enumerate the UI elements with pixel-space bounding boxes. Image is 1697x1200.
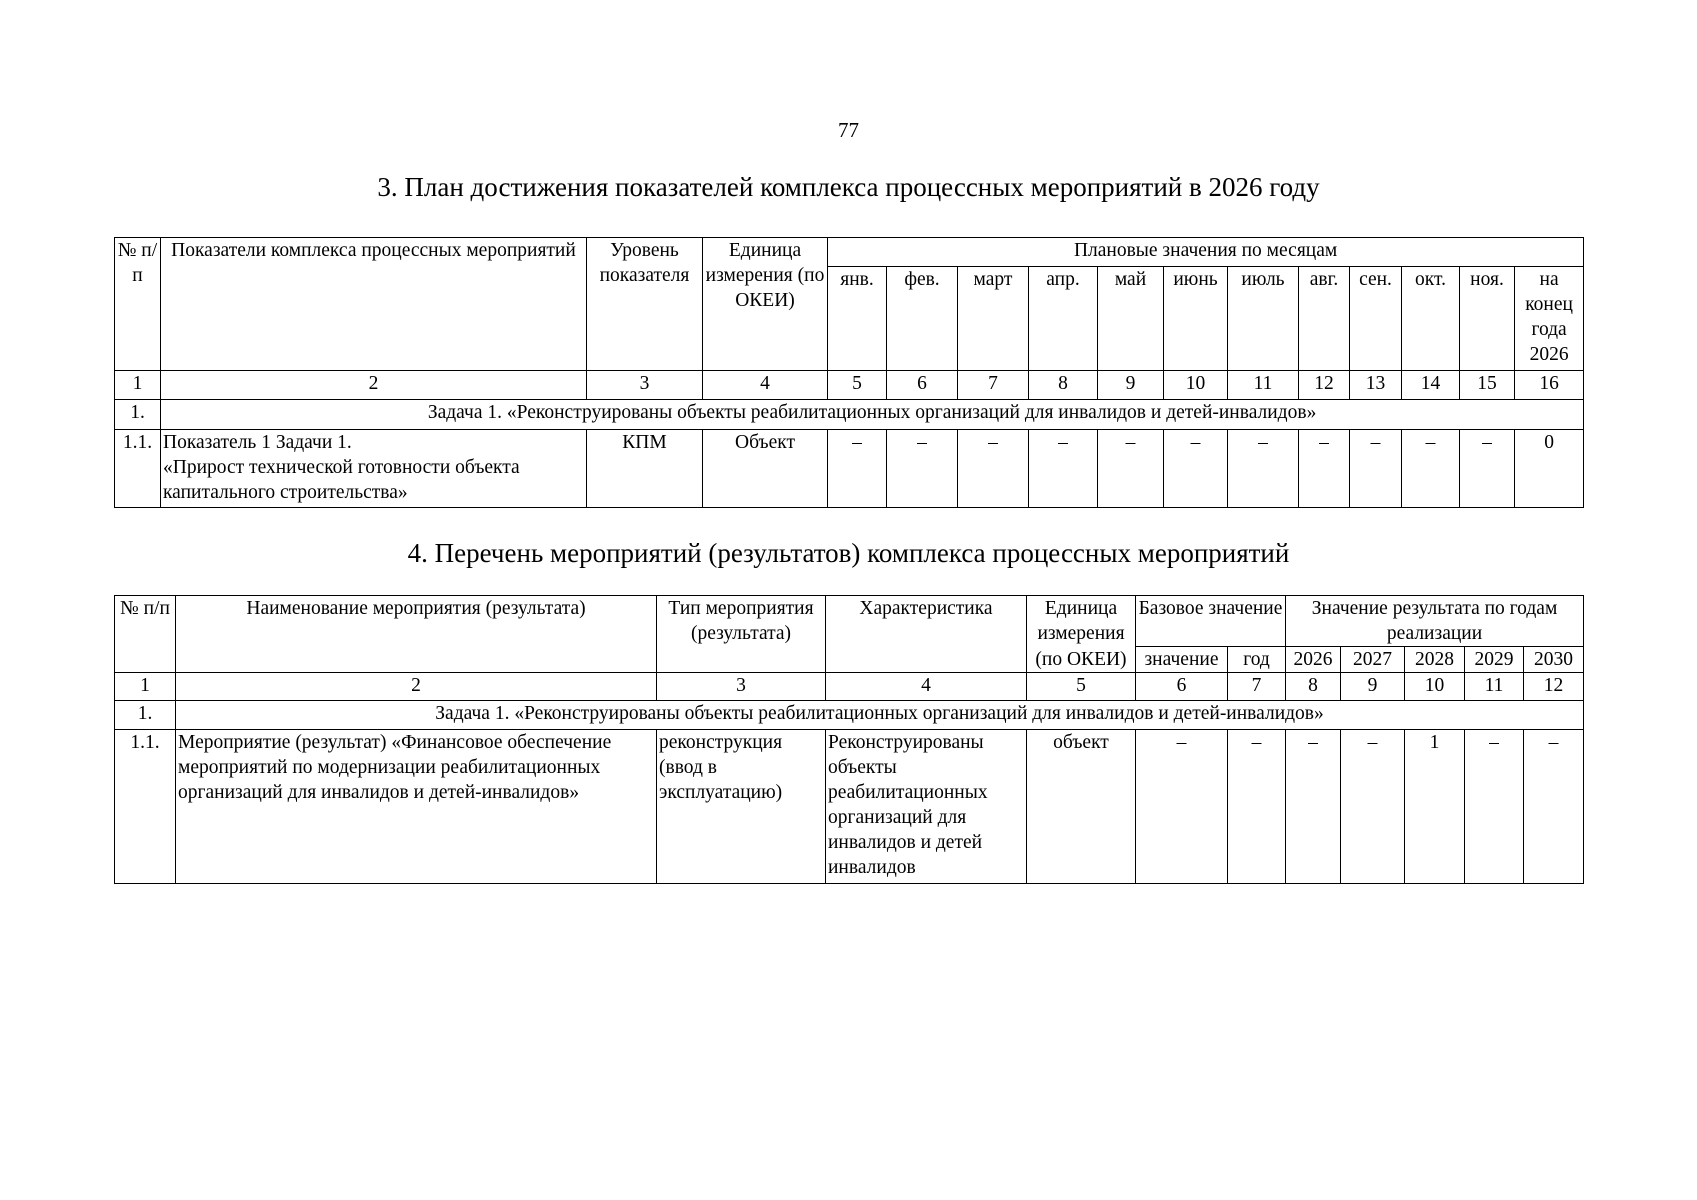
column-number: 14 [1402, 371, 1460, 400]
column-number: 13 [1350, 371, 1402, 400]
task-row-text: Задача 1. «Реконструированы объекты реабилитационных организаций для инвалидов и детей-инвалидов» [176, 701, 1584, 730]
column-number: 12 [1524, 673, 1584, 701]
indicator-name [161, 430, 587, 508]
month-value: – [1029, 430, 1098, 508]
year-end-value: 0 [1515, 430, 1584, 508]
indicator-description: «Прирост технической готовности объекта капитального строительства» [163, 457, 520, 503]
task-row-text: Задача 1. «Реконструированы объекты реабилитационных организаций для инвалидов и детей-инвалидов» [161, 400, 1584, 430]
header-type: Тип мероприятия (результата) [657, 596, 826, 673]
column-number: 16 [1515, 371, 1584, 400]
header-month: сен. [1350, 267, 1402, 371]
column-number: 5 [1027, 673, 1136, 701]
header-year: 2030 [1524, 647, 1584, 673]
month-value: – [1098, 430, 1164, 508]
column-number: 11 [1465, 673, 1524, 701]
column-number: 2 [161, 371, 587, 400]
header-month: янв. [828, 267, 887, 371]
column-number: 1 [115, 673, 176, 701]
header-month: май [1098, 267, 1164, 371]
header-indicator: Показатели комплекса процессных мероприятий [161, 238, 587, 371]
year-value: 1 [1405, 730, 1465, 884]
header-base: Базовое значение [1136, 596, 1286, 647]
data-row-num: 1.1. [115, 430, 161, 508]
header-name: Наименование мероприятия (результата) [176, 596, 657, 673]
column-number: 7 [1228, 673, 1286, 701]
header-year: 2028 [1405, 647, 1465, 673]
activity-unit: объект [1027, 730, 1136, 884]
header-month: авг. [1299, 267, 1350, 371]
month-value: – [1164, 430, 1228, 508]
data-row-num: 1.1. [115, 730, 176, 884]
header-month: март [958, 267, 1029, 371]
base-year: – [1228, 730, 1286, 884]
header-month: апр. [1029, 267, 1098, 371]
column-number: 4 [703, 371, 828, 400]
column-number: 6 [887, 371, 958, 400]
header-base-value: значение [1136, 647, 1228, 673]
column-number: 15 [1460, 371, 1515, 400]
month-value: – [1460, 430, 1515, 508]
month-value: – [887, 430, 958, 508]
header-month: июнь [1164, 267, 1228, 371]
column-number: 11 [1228, 371, 1299, 400]
column-number: 10 [1405, 673, 1465, 701]
header-num: № п/п [115, 596, 176, 673]
year-value: – [1465, 730, 1524, 884]
header-unit: Единица измерения (по ОКЕИ) [703, 238, 828, 371]
header-characteristic: Характеристика [826, 596, 1027, 673]
header-month-year-end: на конец года 2026 [1515, 267, 1584, 371]
column-number: 4 [826, 673, 1027, 701]
activity-name: Мероприятие (результат) «Финансовое обеспечение мероприятий по модернизации реабилитационных организаций для инвалидов и детей-инвалидов» [176, 730, 657, 884]
header-year: 2029 [1465, 647, 1524, 673]
page-number: 77 [838, 118, 859, 142]
header-month: окт. [1402, 267, 1460, 371]
column-number: 8 [1286, 673, 1341, 701]
header-month: июль [1228, 267, 1299, 371]
year-value: – [1286, 730, 1341, 884]
indicator-title: Показатель 1 Задачи 1. [163, 432, 352, 453]
column-number: 7 [958, 371, 1029, 400]
month-value: – [1402, 430, 1460, 508]
header-num: № п/п [115, 238, 161, 371]
section-4-title: 4. Перечень мероприятий (результатов) комплекса процессных мероприятий [407, 538, 1290, 568]
indicators-plan-table [114, 237, 1584, 508]
header-year: 2026 [1286, 647, 1341, 673]
indicator-unit: Объект [703, 430, 828, 508]
column-number: 1 [115, 371, 161, 400]
column-number: 6 [1136, 673, 1228, 701]
header-level: Уровень показателя [587, 238, 703, 371]
month-value: – [1228, 430, 1299, 508]
header-month: фев. [887, 267, 958, 371]
column-number: 3 [587, 371, 703, 400]
header-month: ноя. [1460, 267, 1515, 371]
task-row-num: 1. [115, 400, 161, 430]
column-number: 3 [657, 673, 826, 701]
column-number: 10 [1164, 371, 1228, 400]
activities-list-table [114, 595, 1584, 884]
month-value: – [958, 430, 1029, 508]
activity-type: реконструкция (ввод в эксплуатацию) [657, 730, 826, 884]
column-number: 8 [1029, 371, 1098, 400]
column-number: 2 [176, 673, 657, 701]
activity-characteristic: Реконструированы объекты реабилитационных организаций для инвалидов и детей инвалидов [826, 730, 1027, 884]
base-value: – [1136, 730, 1228, 884]
task-row-num: 1. [115, 701, 176, 730]
header-years: Значение результата по годам реализации [1286, 596, 1584, 647]
column-number: 9 [1341, 673, 1405, 701]
column-number: 12 [1299, 371, 1350, 400]
header-planned-values: Плановые значения по месяцам [828, 238, 1584, 267]
header-base-year: год [1228, 647, 1286, 673]
column-number: 9 [1098, 371, 1164, 400]
header-year: 2027 [1341, 647, 1405, 673]
month-value: – [1299, 430, 1350, 508]
month-value: – [1350, 430, 1402, 508]
column-number: 5 [828, 371, 887, 400]
indicator-level: КПМ [587, 430, 703, 508]
year-value: – [1524, 730, 1584, 884]
header-unit: Единица измерения [1027, 596, 1136, 647]
year-value: – [1341, 730, 1405, 884]
month-value: – [828, 430, 887, 508]
section-3-title: 3. План достижения показателей комплекса процессных мероприятий в 2026 году [377, 172, 1320, 202]
header-unit-okei: (по ОКЕИ) [1027, 647, 1136, 673]
